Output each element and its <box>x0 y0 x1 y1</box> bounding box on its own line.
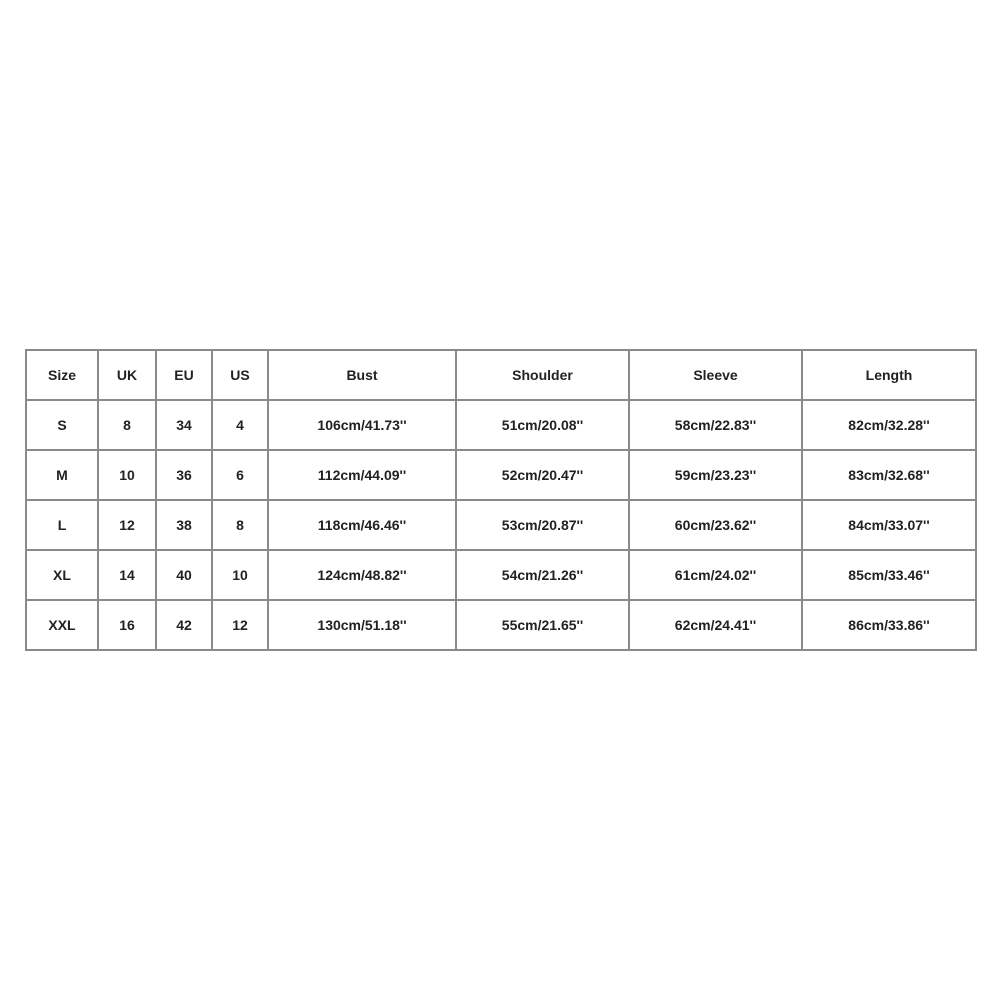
cell-sleeve: 61cm/24.02'' <box>630 551 803 601</box>
header-uk: UK <box>99 351 157 401</box>
cell-size: M <box>27 451 99 501</box>
cell-length: 83cm/32.68'' <box>803 451 977 501</box>
cell-size: S <box>27 401 99 451</box>
table-row <box>27 601 977 651</box>
header-size: Size <box>27 351 99 401</box>
cell-us: 6 <box>213 451 269 501</box>
cell-bust: 106cm/41.73'' <box>269 401 457 451</box>
cell-shoulder: 53cm/20.87'' <box>457 501 630 551</box>
cell-sleeve: 60cm/23.62'' <box>630 501 803 551</box>
cell-bust: 130cm/51.18'' <box>269 601 457 651</box>
cell-size: XXL <box>27 601 99 651</box>
table-row <box>27 551 977 601</box>
cell-length: 82cm/32.28'' <box>803 401 977 451</box>
cell-uk: 14 <box>99 551 157 601</box>
cell-shoulder: 55cm/21.65'' <box>457 601 630 651</box>
cell-eu: 34 <box>157 401 213 451</box>
cell-shoulder: 54cm/21.26'' <box>457 551 630 601</box>
size-chart-table <box>25 349 977 651</box>
header-shoulder: Shoulder <box>457 351 630 401</box>
cell-sleeve: 59cm/23.23'' <box>630 451 803 501</box>
cell-us: 10 <box>213 551 269 601</box>
cell-sleeve: 58cm/22.83'' <box>630 401 803 451</box>
table-row <box>27 501 977 551</box>
cell-length: 84cm/33.07'' <box>803 501 977 551</box>
cell-bust: 124cm/48.82'' <box>269 551 457 601</box>
cell-uk: 16 <box>99 601 157 651</box>
cell-length: 86cm/33.86'' <box>803 601 977 651</box>
header-us: US <box>213 351 269 401</box>
cell-sleeve: 62cm/24.41'' <box>630 601 803 651</box>
cell-size: XL <box>27 551 99 601</box>
cell-eu: 38 <box>157 501 213 551</box>
cell-uk: 10 <box>99 451 157 501</box>
header-eu: EU <box>157 351 213 401</box>
cell-uk: 12 <box>99 501 157 551</box>
cell-us: 4 <box>213 401 269 451</box>
table-row <box>27 401 977 451</box>
cell-size: L <box>27 501 99 551</box>
cell-bust: 118cm/46.46'' <box>269 501 457 551</box>
header-length: Length <box>803 351 977 401</box>
cell-us: 8 <box>213 501 269 551</box>
cell-shoulder: 52cm/20.47'' <box>457 451 630 501</box>
cell-shoulder: 51cm/20.08'' <box>457 401 630 451</box>
header-bust: Bust <box>269 351 457 401</box>
header-sleeve: Sleeve <box>630 351 803 401</box>
cell-length: 85cm/33.46'' <box>803 551 977 601</box>
cell-eu: 42 <box>157 601 213 651</box>
table-row <box>27 451 977 501</box>
table-header-row <box>27 351 977 401</box>
cell-uk: 8 <box>99 401 157 451</box>
cell-bust: 112cm/44.09'' <box>269 451 457 501</box>
cell-eu: 40 <box>157 551 213 601</box>
cell-eu: 36 <box>157 451 213 501</box>
cell-us: 12 <box>213 601 269 651</box>
